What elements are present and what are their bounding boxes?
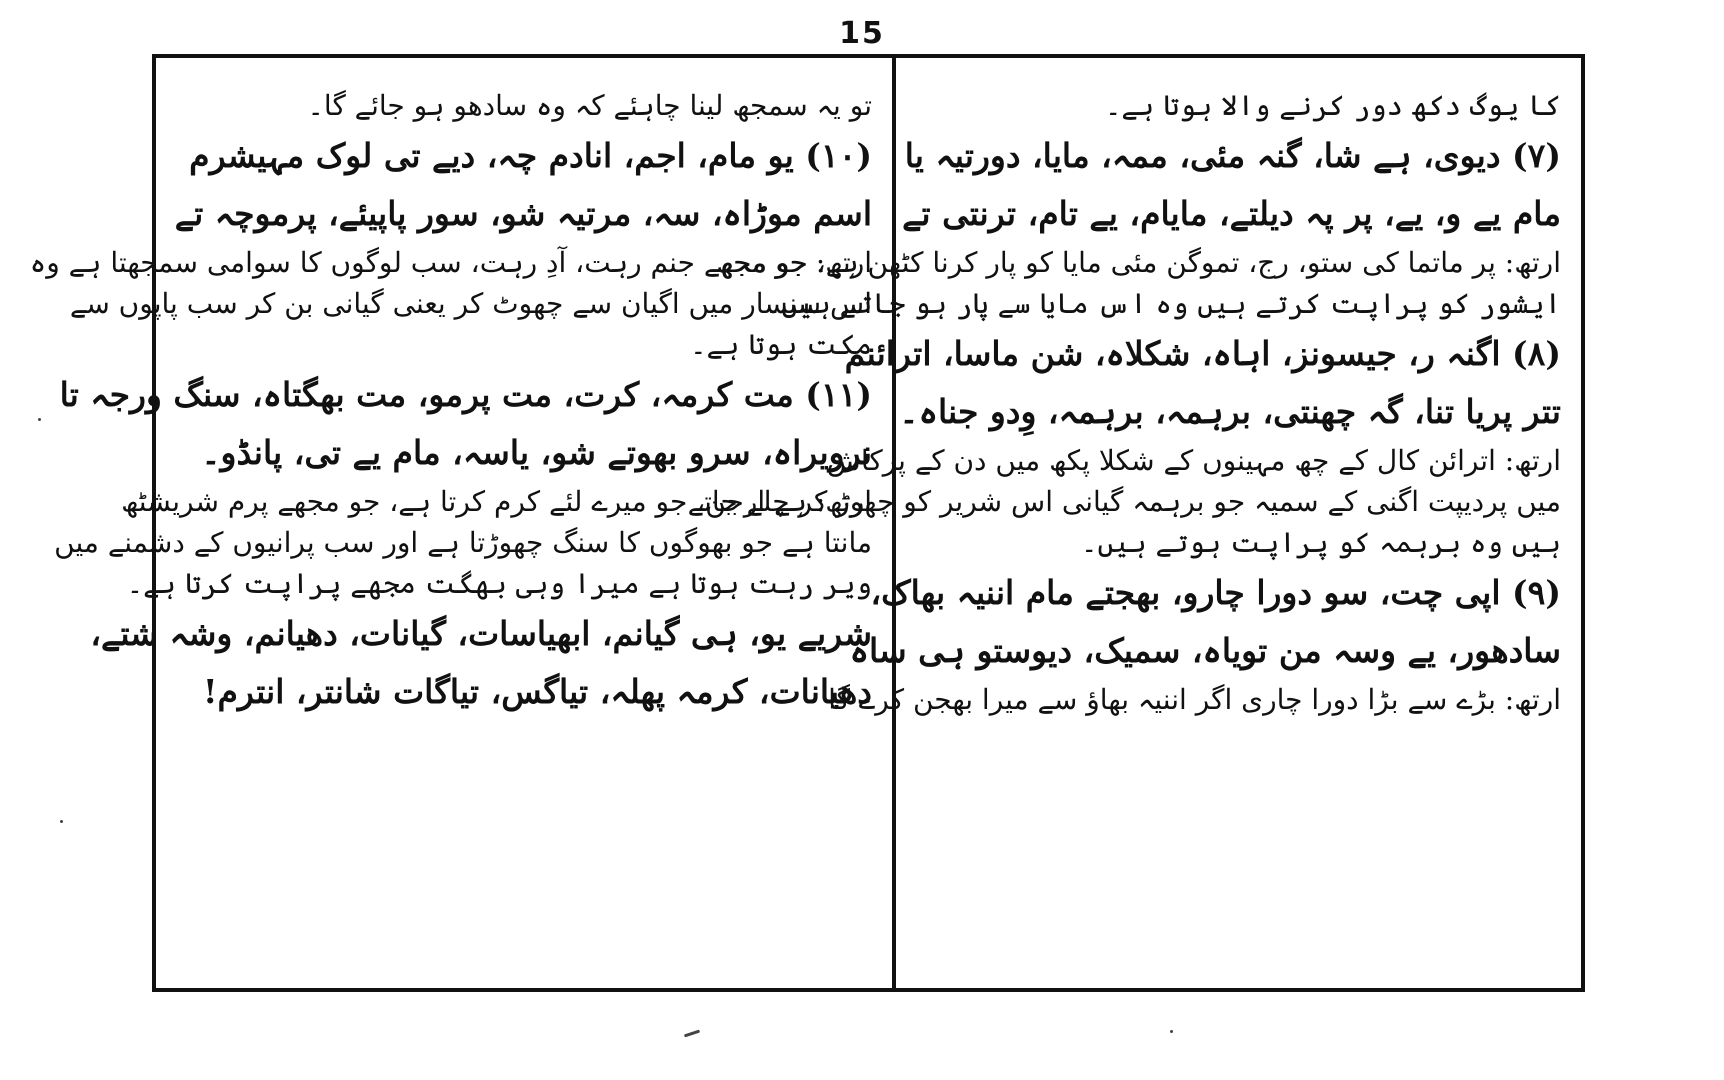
left-column-line: ارتھ: ہے ارجن، جو میرے لئے کرم کرتا ہے، جو مجھے پرم شریشٹھ <box>121 485 872 518</box>
left-column-line: نرویراہ، سرو بھوتے شو، یاسہ، مام یے تی، پانڈو۔ <box>201 433 872 472</box>
left-column-line: (۱۰) یو مام، اجم، انادم چہ، دیے تی لوک مہیشرم <box>189 136 872 175</box>
left-column-line: تو یہ سمجھ لینا چاہئے کہ وہ سادھو ہو جائے گا۔ <box>307 89 872 122</box>
left-column-line: ویر رہت ہوتا ہے میرا وہی بھگت مجھے پراپت کرتا ہے۔ <box>126 567 872 600</box>
left-column-line: شریے یو، ہی گیانم، ابھیاسات، گیانات، دھیانم، وشہ شتے، <box>90 614 872 653</box>
left-column <box>29 58 896 988</box>
left-column-line: اسم موڑاہ، سہ، مرتیہ شو، سور پاپیئے، پرموچہ تے <box>174 194 872 233</box>
right-column-line: میں پردیپت اگنی کے سمیہ جو برہمہ گیانی اس شریر کو چھوڑ کر چلے جاتے <box>687 485 1561 518</box>
scan-speck <box>1170 1030 1173 1033</box>
right-column-line: سادھور، یے وسہ من تویاہ، سمیک، دیوستو ہی ساہ <box>849 631 1561 670</box>
left-column-line: اس سنسار میں اگیان سے چھوٹ کر یعنی گیانی بن کر سب پاپوں سے <box>69 287 872 320</box>
left-column-line: مانتا ہے جو بھوگوں کا سنگ چھوڑتا ہے اور سب پرانیوں کے دشمنے میں <box>54 526 872 559</box>
scan-speck <box>38 418 41 421</box>
left-column-line: ارتھ: جو مجھے جنم رہت، آدِ رہت، سب لوگوں کا سوامی سمجھتا ہے وہ <box>29 246 872 279</box>
right-column-line: ارتھ: پر ماتما کی ستو، رج، تموگن مئی مایا کو پار کرنا کٹھن ہے، جو مجھ <box>716 246 1561 279</box>
right-column-line: کا یوگ دکھ دور کرنے والا ہوتا ہے۔ <box>1104 89 1561 122</box>
right-column-line: (۸) اگنہ ر، جیسونز، اہاہ، شکلاہ، شن ماسا، اترائنم <box>844 334 1561 373</box>
left-column-line: دھیانات، کرمہ پھلہ، تیاگس، تیاگات شانتر، انترم! <box>202 672 872 711</box>
right-column-line: مام یے و، یے، پر پہ دیلتے، مایام، یے تام، ترنتی تے <box>902 194 1561 233</box>
scan-speck <box>60 820 63 823</box>
right-column-line: ارتھ: بڑے سے بڑا دورا چاری اگر اننیہ بھاؤ سے میرا بھجن کرے گا <box>828 683 1561 716</box>
right-column-line: ایشور کو پراپت کرتے ہیں وہ اس مایا سے پار ہو جاتے ہیں۔ <box>765 287 1561 320</box>
page-number: 15 <box>839 16 885 51</box>
scan-speck <box>684 1030 700 1038</box>
left-column-line: مکت ہوتا ہے۔ <box>690 328 872 361</box>
right-column-line: (۷) دیوی، ہے شا، گنہ مئی، ممہ، مایا، دورتیہ یا <box>904 136 1561 175</box>
right-column-line: تتر پریا تنا، گہ چھنتی، برہمہ، برہمہ، وِدو جناہ۔ <box>899 392 1561 431</box>
right-column-line: (۹) اپی چت، سو دورا چارو، بھجتے مام اننیہ بھاک، <box>870 573 1561 612</box>
page-frame <box>29 54 1585 992</box>
left-column-line: (۱۱) مت کرمہ، کرت، مت پرمو، مت بھگتاہ، سنگ ورجہ تا <box>59 375 872 414</box>
right-column-line: ہیں وہ برہمہ کو پراپت ہوتے ہیں۔ <box>1081 526 1561 559</box>
right-column-line: ارتھ: اترائن کال کے چھ مہینوں کے شکلا پکھ میں دن کے پرکاش <box>826 444 1561 477</box>
